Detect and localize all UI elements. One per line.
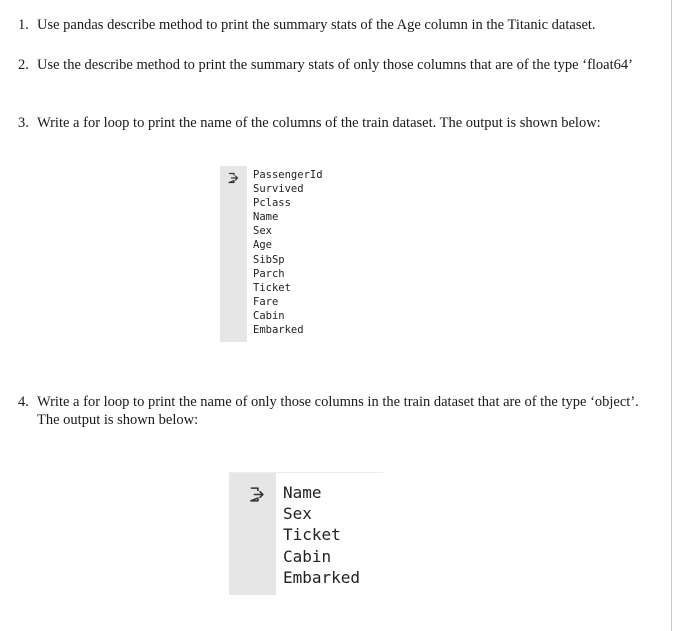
output-text [276, 473, 383, 595]
output-line: SibSp [253, 253, 285, 266]
output-arrow-icon [248, 486, 265, 503]
output-arrow-icon [227, 171, 239, 183]
output-line: Ticket [253, 281, 291, 294]
output-line: Name [253, 211, 279, 224]
question-3 [0, 114, 660, 132]
output-line: Ticket [283, 525, 341, 545]
question-2 [0, 56, 660, 74]
output-gutter [229, 473, 276, 595]
output-line: Survived [253, 183, 304, 196]
output-line: Embarked [253, 324, 304, 337]
output-line: Name [283, 483, 322, 502]
output-gutter [220, 166, 247, 342]
output-cell-all-columns [220, 166, 323, 342]
output-line: Sex [253, 225, 272, 238]
question-number: 3. [18, 115, 29, 131]
question-number: 1. [18, 17, 29, 33]
output-line: Pclass [253, 197, 291, 210]
question-number: 2. [18, 57, 29, 73]
output-line: Age [253, 239, 272, 252]
question-4 [0, 393, 660, 429]
page-right-border [671, 0, 672, 631]
question-text: Write a for loop to print the name of only those columns in the train dataset that are of the type ‘object’. The output is shown below: [37, 394, 639, 428]
question-text: Use pandas describe method to print the summary stats of the Age column in the Titanic dataset. [37, 17, 596, 33]
output-text [247, 166, 323, 342]
question-1 [0, 16, 660, 34]
output-line: Cabin [283, 546, 332, 566]
output-line: PassengerId [253, 169, 323, 181]
output-line: Embarked [283, 567, 361, 587]
question-number: 4. [18, 394, 29, 410]
output-line: Sex [283, 504, 312, 524]
output-cell-object-columns [229, 472, 383, 595]
output-line: Cabin [253, 309, 285, 322]
question-text: Write a for loop to print the name of the columns of the train dataset. The output is shown below: [37, 115, 601, 131]
question-text: Use the describe method to print the summary stats of only those columns that are of the type ‘float64’ [37, 57, 633, 73]
output-line: Fare [253, 295, 279, 308]
output-line: Parch [253, 267, 285, 280]
